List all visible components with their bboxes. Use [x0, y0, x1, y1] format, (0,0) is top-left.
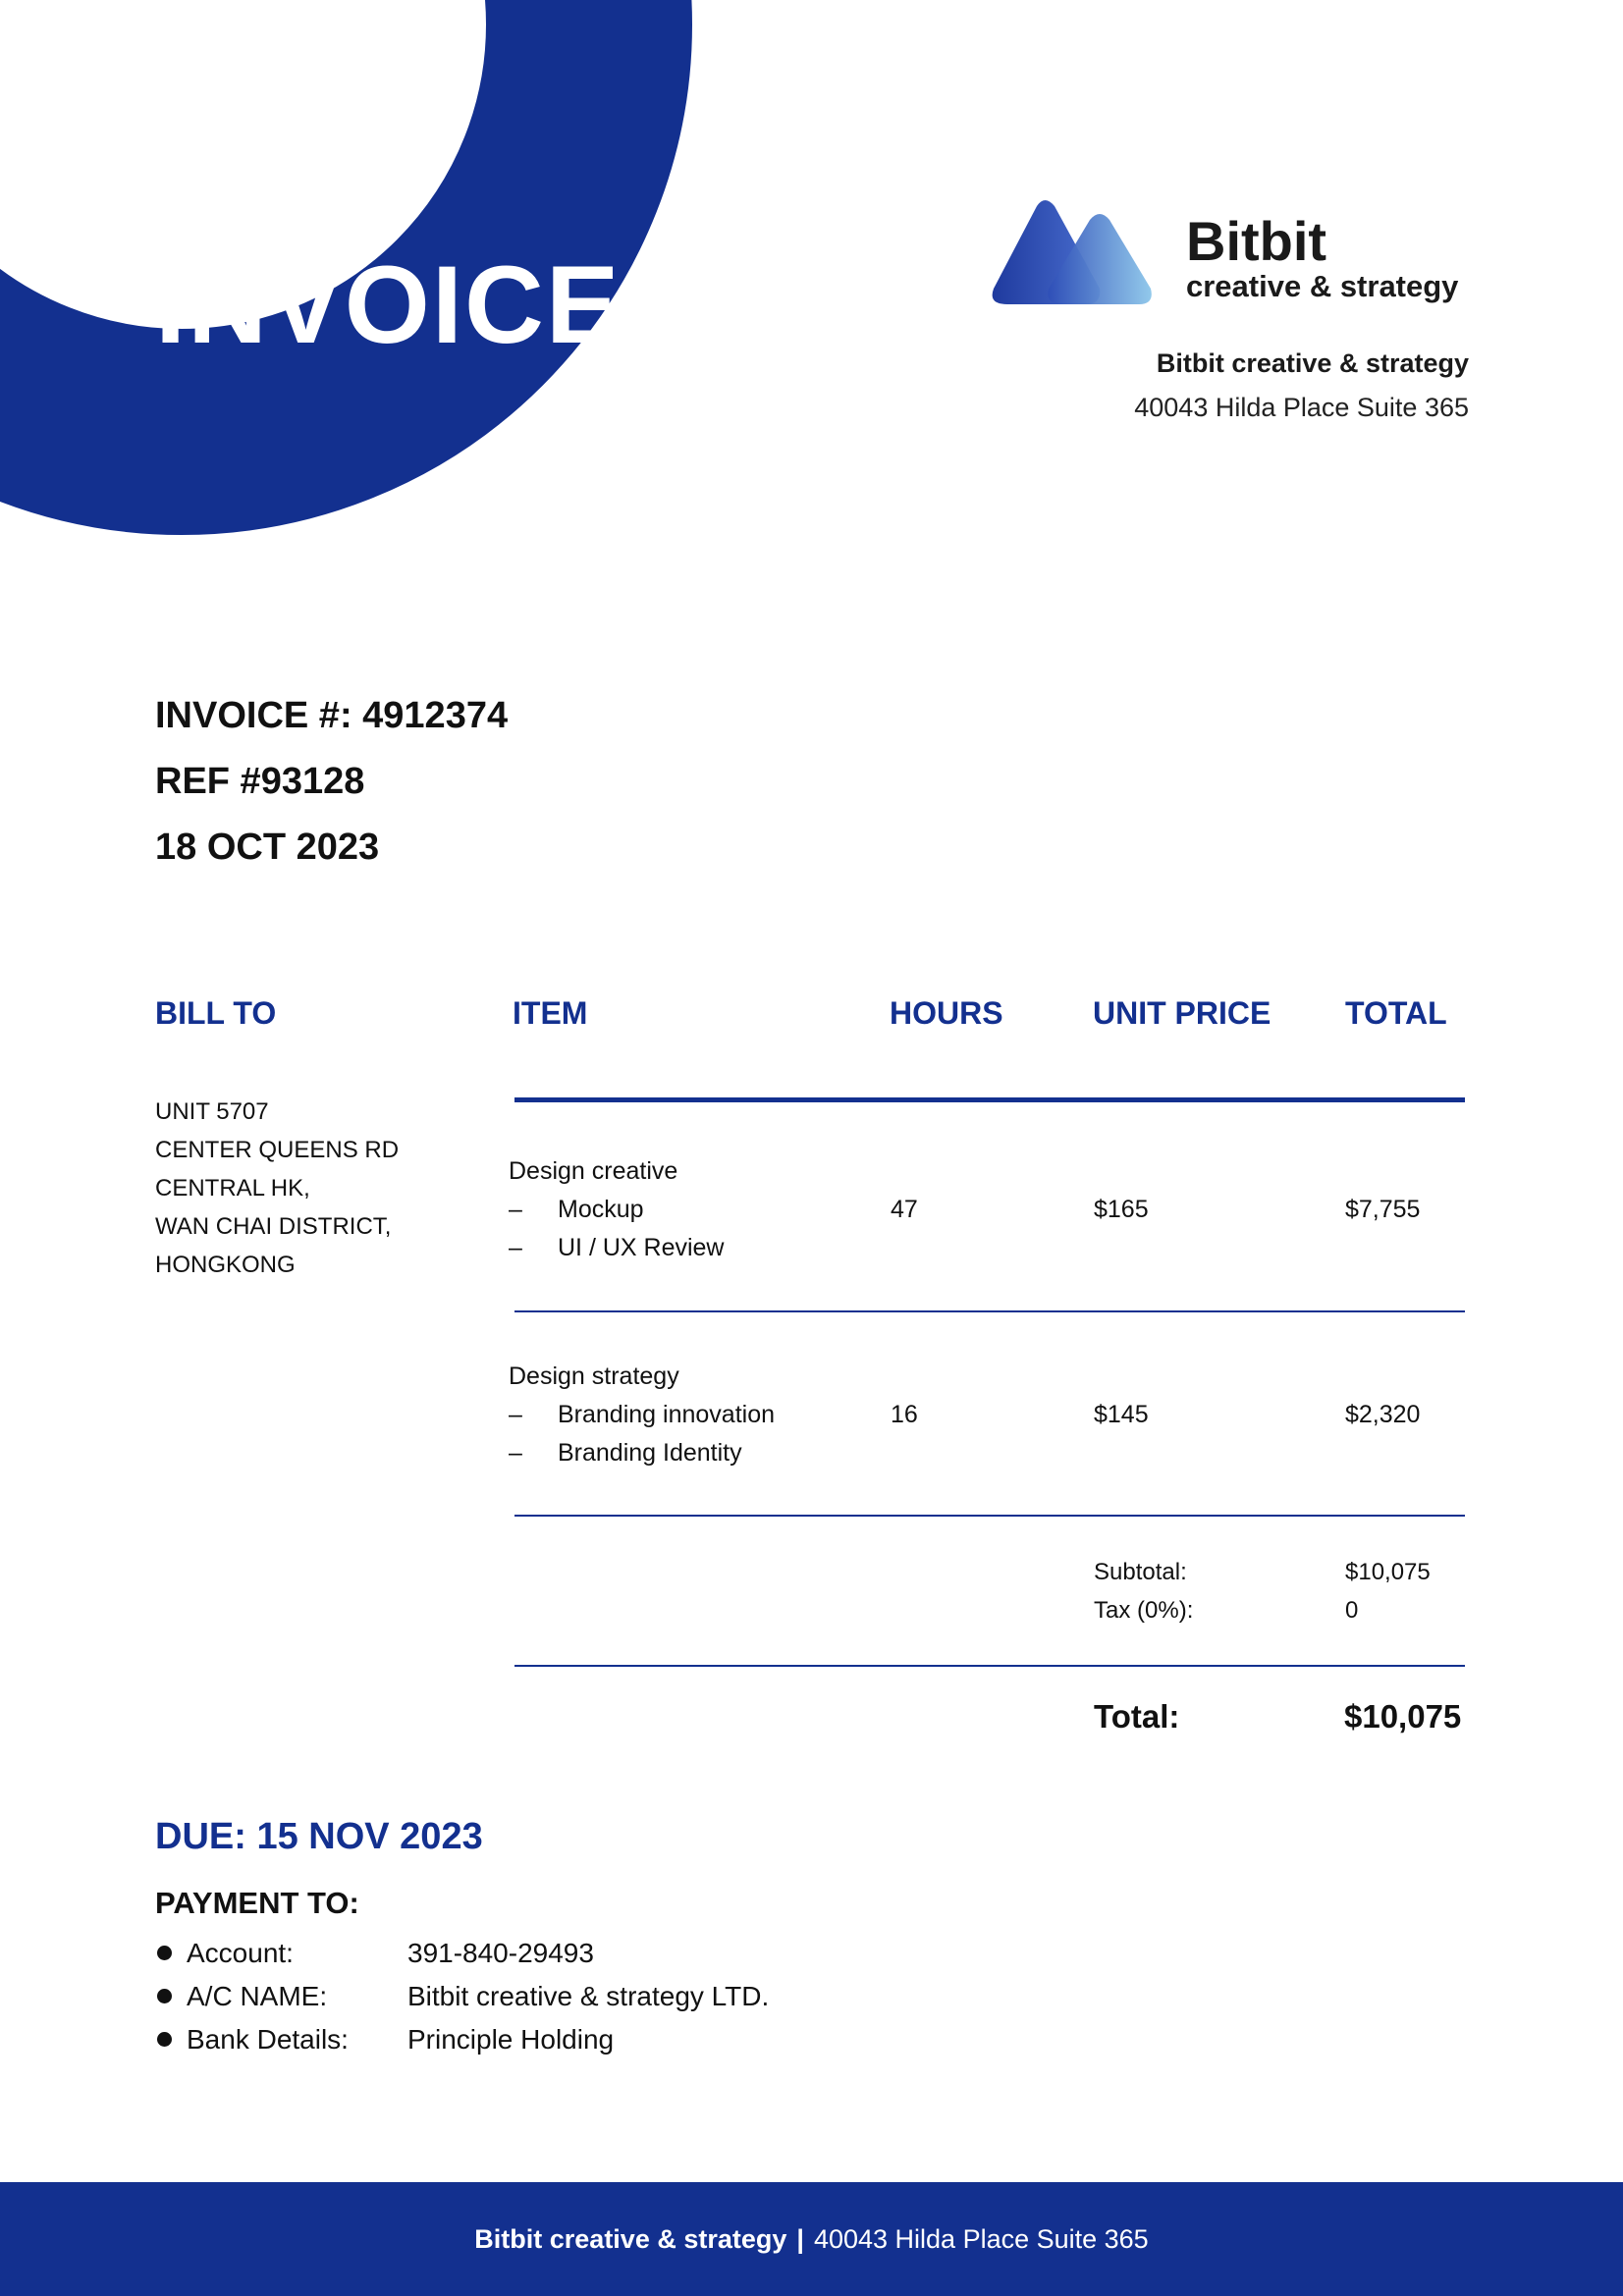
item-subitem: Mockup	[558, 1196, 644, 1223]
total-label: Total:	[1094, 1698, 1180, 1735]
bullet-icon	[157, 1989, 172, 2003]
bullet-icon	[157, 2032, 172, 2047]
table-header-rule	[514, 1097, 1465, 1102]
logo-tagline: creative & strategy	[1186, 269, 1459, 303]
bullet-icon	[157, 1946, 172, 1960]
item-title: Design creative	[509, 1157, 678, 1185]
tax-label: Tax (0%):	[1094, 1597, 1194, 1624]
footer-address: 40043 Hilda Place Suite 365	[813, 2223, 1149, 2254]
bill-to-line: WAN CHAI DISTRICT,	[155, 1213, 392, 1240]
item-subitem: UI / UX Review	[558, 1234, 725, 1261]
payment-value: Principle Holding	[407, 2024, 615, 2055]
bill-to-line: CENTER QUEENS RD	[155, 1137, 400, 1163]
item-total: $2,320	[1345, 1401, 1421, 1428]
bill-to-heading: BILL TO	[155, 995, 277, 1031]
total-value: $10,075	[1344, 1698, 1462, 1735]
row-divider	[514, 1515, 1465, 1517]
subtotal-label: Subtotal:	[1094, 1559, 1187, 1585]
item-hours: 16	[891, 1401, 918, 1428]
item-subitem: Branding innovation	[558, 1401, 775, 1428]
due-date: DUE: 15 NOV 2023	[155, 1816, 483, 1857]
invoice-title: INVOICE	[155, 243, 622, 366]
subtotal-value: $10,075	[1345, 1559, 1431, 1585]
item-unit-price: $145	[1094, 1401, 1149, 1428]
item-column-header: ITEM	[513, 995, 588, 1031]
payment-value: Bitbit creative & strategy LTD.	[407, 1981, 770, 2011]
footer-company-name: Bitbit creative & strategy	[474, 2223, 787, 2254]
hours-column-header: HOURS	[890, 995, 1003, 1031]
footer-bar	[0, 2182, 1623, 2296]
item-title: Design strategy	[509, 1362, 679, 1390]
bitbit-logo-icon	[986, 190, 1159, 308]
payment-label: Account:	[187, 1938, 294, 1968]
company-address: 40043 Hilda Place Suite 365	[1134, 393, 1469, 422]
subitem-bullet: –	[509, 1196, 522, 1223]
bill-to-line: UNIT 5707	[155, 1098, 269, 1125]
payment-heading: PAYMENT TO:	[155, 1886, 359, 1920]
total-column-header: TOTAL	[1345, 995, 1447, 1031]
logo-name: Bitbit	[1186, 210, 1327, 272]
payment-label: A/C NAME:	[187, 1981, 328, 2011]
invoice-number: INVOICE #: 4912374	[155, 695, 509, 736]
subitem-bullet: –	[509, 1401, 522, 1428]
subitem-bullet: –	[509, 1234, 522, 1261]
company-name: Bitbit creative & strategy	[1156, 348, 1469, 378]
invoice-date: 18 OCT 2023	[155, 827, 380, 868]
footer-separator: |	[796, 2223, 804, 2254]
bill-to-line: HONGKONG	[155, 1252, 296, 1278]
summary-divider	[514, 1665, 1465, 1667]
subitem-bullet: –	[509, 1439, 522, 1467]
payment-value: 391-840-29493	[407, 1938, 594, 1968]
item-hours: 47	[891, 1196, 918, 1223]
payment-label: Bank Details:	[187, 2024, 349, 2055]
reference-number: REF #93128	[155, 761, 365, 802]
bill-to-line: CENTRAL HK,	[155, 1175, 310, 1201]
item-subitem: Branding Identity	[558, 1439, 742, 1467]
tax-value: 0	[1345, 1597, 1359, 1624]
unit-price-column-header: UNIT PRICE	[1093, 995, 1271, 1031]
row-divider	[514, 1310, 1465, 1312]
item-unit-price: $165	[1094, 1196, 1149, 1223]
item-total: $7,755	[1345, 1196, 1421, 1223]
